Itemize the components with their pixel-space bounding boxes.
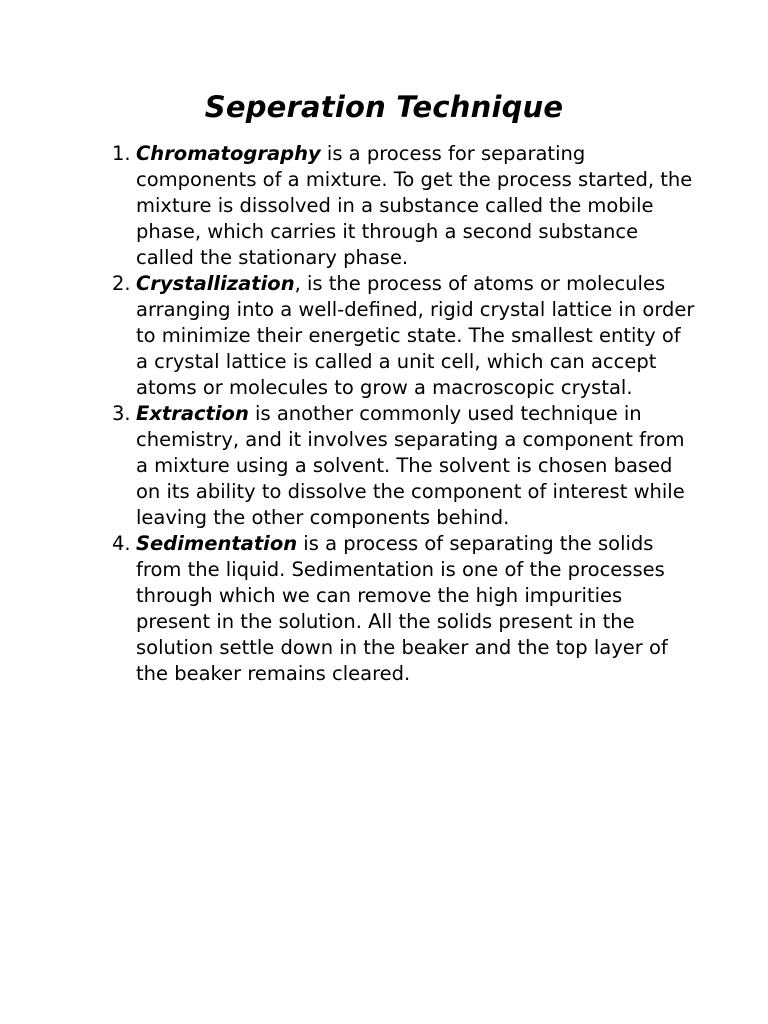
technique-list (112, 141, 696, 687)
page-title: Seperation Technique (204, 90, 564, 124)
list-number: 2. (112, 272, 131, 295)
list-item-extraction (112, 401, 696, 531)
term-crystallization: Crystallization (136, 272, 295, 295)
list-number: 1. (112, 142, 131, 165)
list-item-sedimentation (112, 531, 696, 687)
item-description: is another commonly used technique in chemistry, and it involves separating a component from a mixture using a solvent. The solvent is chosen based on its ability to dissolve the component of interest while leaving the other components behind. (136, 402, 685, 529)
term-sedimentation: Sedimentation (136, 532, 298, 555)
term-extraction: Extraction (136, 402, 249, 425)
list-number: 3. (112, 402, 131, 425)
item-description: , is the process of atoms or molecules arranging into a well-defined, rigid crystal lattice in order to minimize their energetic state. The smallest entity of a crystal lattice is called a unit cell, which can accept atoms or molecules to grow a macroscopic crystal. (136, 272, 695, 399)
list-item-crystallization (112, 271, 696, 401)
term-chromatography: Chromatography (136, 142, 321, 165)
list-number: 4. (112, 532, 131, 555)
list-item-chromatography (112, 141, 696, 271)
item-description: is a process for separating components of a mixture. To get the process started, the mixture is dissolved in a substance called the mobile phase, which carries it through a second substance called the stationary phase. (136, 142, 693, 269)
item-description: is a process of separating the solids from the liquid. Sedimentation is one of the processes through which we can remove the high impurities present in the solution. All the solids present in the solution settle down in the beaker and the top layer of the beaker remains cleared. (136, 532, 668, 685)
